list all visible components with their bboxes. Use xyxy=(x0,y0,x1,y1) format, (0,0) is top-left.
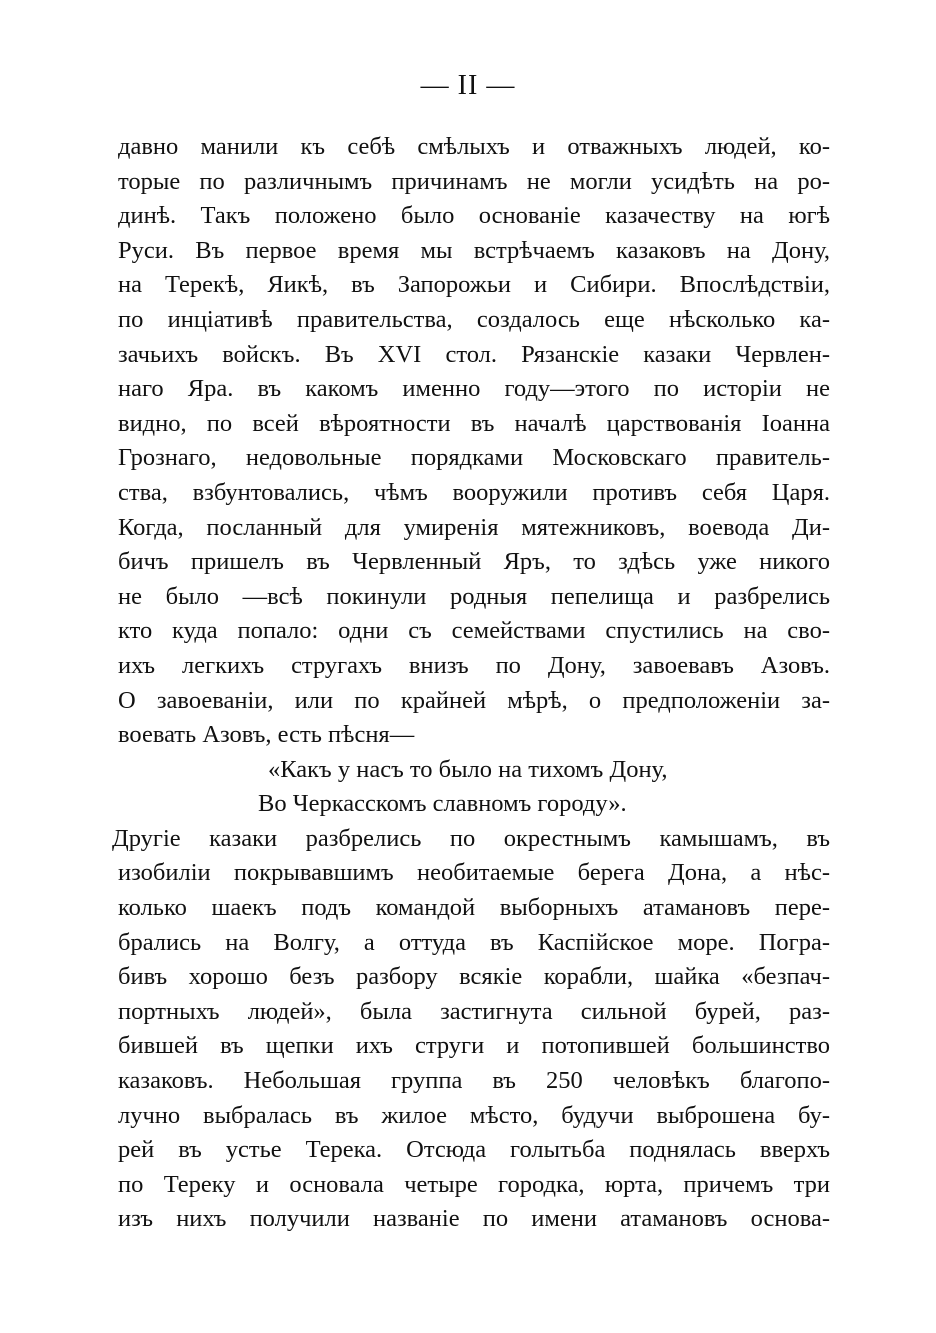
text-line: ихъ легкихъ стругахъ внизъ по Дону, завоевавъ Азовъ. xyxy=(118,651,830,679)
text-line: торые по различнымъ причинамъ не могли усидѣть на ро- xyxy=(118,167,830,195)
text-line: изъ нихъ получили названіе по имени атамановъ основа- xyxy=(118,1205,830,1233)
text-line: бившей въ щепки ихъ струги и потопившей большинство xyxy=(118,1032,830,1060)
body-text xyxy=(112,130,830,1237)
paragraph-1 xyxy=(118,130,830,753)
text-line: по Тереку и основала четыре городка, юрта, причемъ три xyxy=(118,1170,830,1198)
text-line: изобиліи покрывавшимъ необитаемые берега Дона, а нѣс- xyxy=(118,859,830,887)
text-line: ства, взбунтовались, чѣмъ вооружили противъ себя Царя. xyxy=(118,478,830,506)
text-line: Грознаго, недовольные порядками Московскаго правитель- xyxy=(118,444,830,472)
text-line: О завоеваніи, или по крайней мѣрѣ, о предположеніи за- xyxy=(118,686,830,714)
text-line: рей въ устье Терека. Отсюда голытьба поднялась вверхъ xyxy=(118,1136,830,1164)
text-line: портныхъ людей», была застигнута сильной бурей, раз- xyxy=(118,997,830,1025)
text-line: динѣ. Такъ положено было основаніе казачеству на югѣ xyxy=(118,202,830,230)
text-line: по инціативѣ правительства, создалось еще нѣсколько ка- xyxy=(118,305,830,333)
text-line: воевать Азовъ, есть пѣсня— xyxy=(118,721,415,749)
page-number: — II — xyxy=(420,70,516,101)
text-line: Другіе казаки разбрелись по окрестнымъ камышамъ, въ xyxy=(112,824,830,852)
verse-quote xyxy=(118,753,830,822)
text-line: брались на Волгу, а оттуда въ Каспійское море. Погра- xyxy=(118,928,830,956)
text-line: бичъ пришелъ въ Червленный Яръ, то здѣсь уже никого xyxy=(118,548,830,576)
text-line: кто куда попало: одни съ семействами спустились на сво- xyxy=(118,617,830,645)
text-line: Руси. Въ первое время мы встрѣчаемъ казаковъ на Дону, xyxy=(118,236,830,264)
paragraph-2 xyxy=(112,822,830,1237)
verse-line: Во Черкасскомъ славномъ городу». xyxy=(258,790,627,818)
text-line: зачьихъ войскъ. Въ XVI стол. Рязанскіе казаки Червлен- xyxy=(118,340,830,368)
text-line: видно, по всей вѣроятности въ началѣ царствованія Іоанна xyxy=(118,409,830,437)
text-line: казаковъ. Небольшая группа въ 250 человѣкъ благопо- xyxy=(118,1067,830,1095)
text-line: Когда, посланный для умиренія мятежниковъ, воевода Ди- xyxy=(118,513,830,541)
text-line: давно манили къ себѣ смѣлыхъ и отважныхъ людей, ко- xyxy=(118,133,830,160)
text-line: на Терекѣ, Яикѣ, въ Запорожьи и Сибири. Впослѣдствіи, xyxy=(118,271,830,299)
text-line: лучно выбралась въ жилое мѣсто, будучи выброшена бу- xyxy=(118,1101,830,1129)
text-line: наго Яра. въ какомъ именно году—этого по исторіи не xyxy=(118,375,830,403)
text-line: бивъ хорошо безъ разбору всякіе корабли, шайка «безпач- xyxy=(118,963,830,991)
text-line: не было —всѣ покинули родныя пепелища и разбрелись xyxy=(118,582,830,610)
text-line: колько шаекъ подъ командой выборныхъ атамановъ пере- xyxy=(118,894,830,922)
verse-line: «Какъ у насъ то было на тихомъ Дону, xyxy=(268,755,668,783)
